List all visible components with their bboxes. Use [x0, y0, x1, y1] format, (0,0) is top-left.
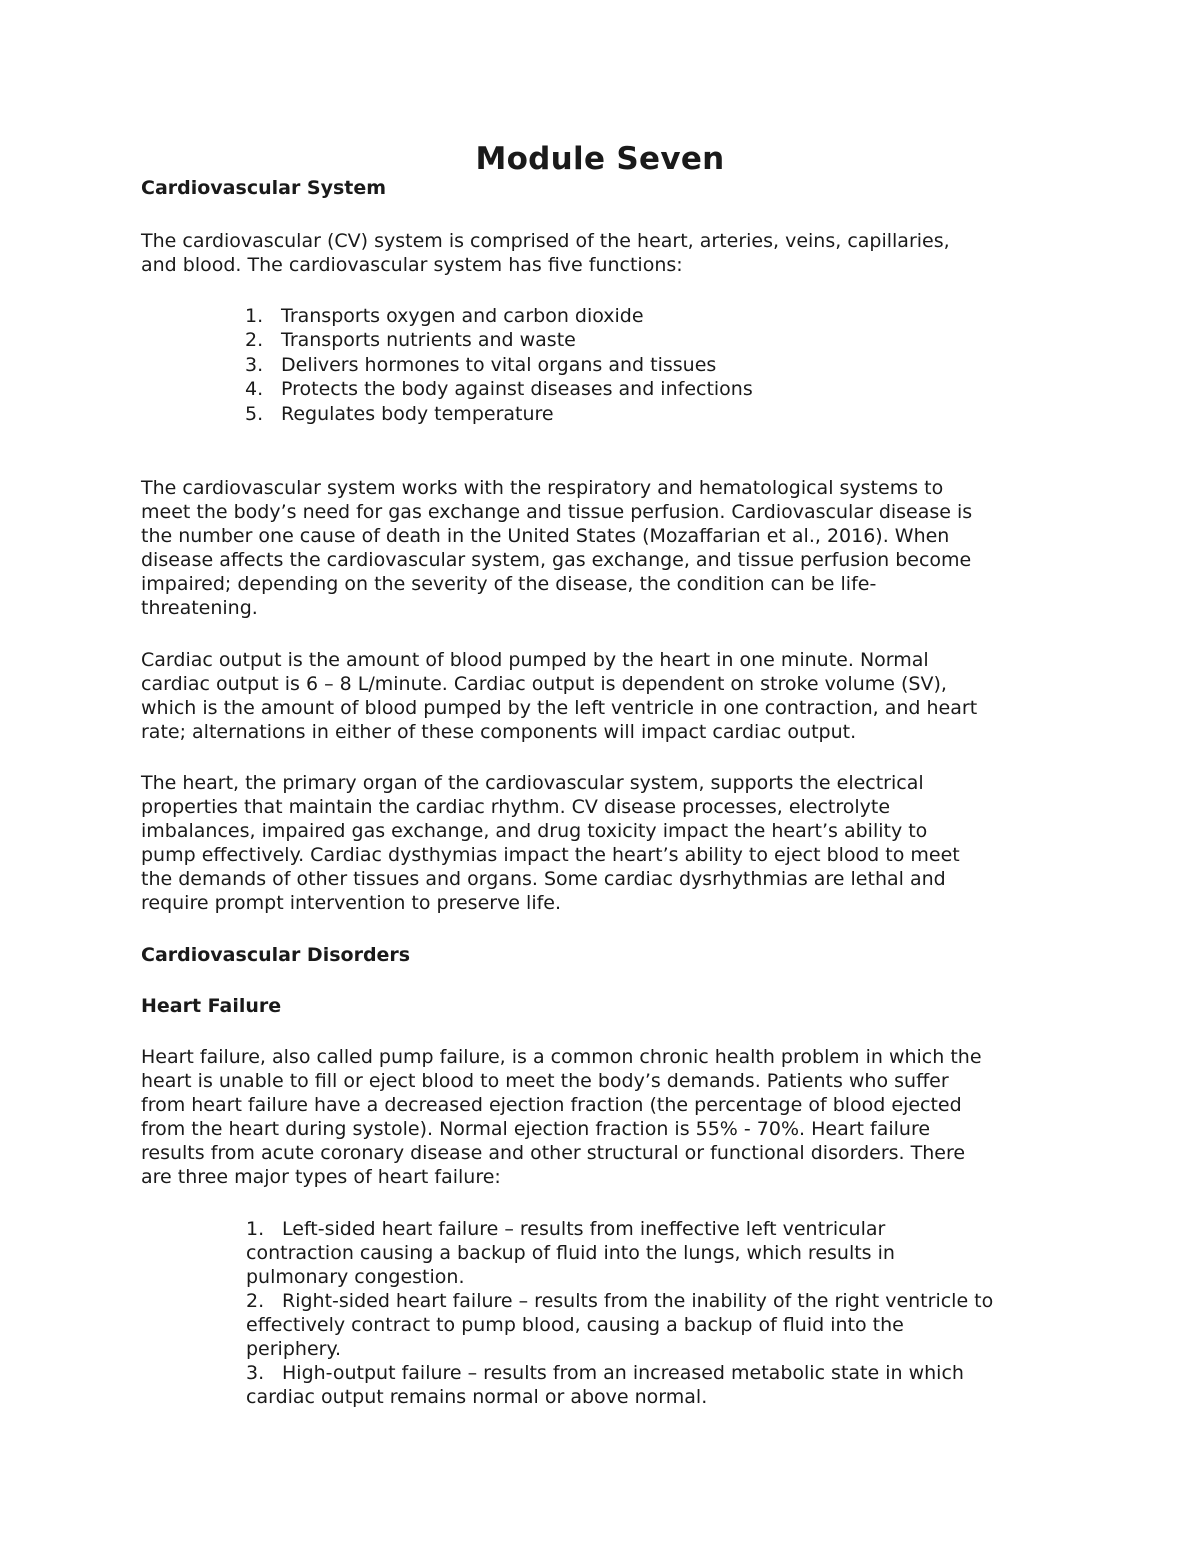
paragraph-line: pump effectively. Cardiac dysthymias impact the heart’s ability to eject blood to meet	[141, 844, 960, 866]
list-item-text: High-output failure – results from an increased metabolic state in which	[282, 1362, 964, 1384]
heart-failure-paragraph	[141, 1045, 1066, 1189]
list-item-text: Protects the body against diseases and infections	[281, 378, 753, 401]
list-item-text: Regulates body temperature	[281, 402, 554, 425]
list-item	[245, 377, 753, 401]
list-item-text: Transports nutrients and waste	[281, 329, 576, 352]
list-item	[245, 304, 753, 328]
intro-line: and blood. The cardiovascular system has five functions:	[141, 254, 683, 276]
paragraph-line: properties that maintain the cardiac rhythm. CV disease processes, electrolyte	[141, 796, 891, 818]
list-item	[246, 1361, 1066, 1409]
list-item	[245, 402, 753, 426]
respiratory-paragraph	[141, 476, 1066, 620]
paragraph-line: from the heart during systole). Normal ejection fraction is 55% - 70%. Heart failure	[141, 1118, 931, 1140]
list-number: 1.	[246, 1218, 265, 1240]
paragraph-line: Cardiac output is the amount of blood pumped by the heart in one minute. Normal	[141, 649, 929, 671]
paragraph-line: results from acute coronary disease and other structural or functional disorders. There	[141, 1142, 966, 1164]
list-item-text: Right-sided heart failure – results from the inability of the right ventricle to	[282, 1290, 994, 1312]
paragraph-line: threatening.	[141, 597, 258, 619]
list-item-text: periphery.	[246, 1338, 342, 1360]
functions-list	[245, 304, 753, 426]
list-item	[245, 353, 753, 377]
paragraph-line: cardiac output is 6 – 8 L/minute. Cardiac output is dependent on stroke volume (SV),	[141, 673, 947, 695]
list-item	[246, 1217, 1066, 1289]
paragraph-line: the demands of other tissues and organs. Some cardiac dysrhythmias are lethal and	[141, 868, 946, 890]
list-number: 2.	[245, 329, 264, 352]
heart-paragraph	[141, 771, 1066, 915]
section-heading-cardiovascular-system: Cardiovascular System	[141, 177, 387, 199]
list-item-text: pulmonary congestion.	[246, 1266, 465, 1288]
list-number: 4.	[245, 378, 264, 401]
list-item-text: cardiac output remains normal or above normal.	[246, 1386, 708, 1408]
list-item-text: Delivers hormones to vital organs and tissues	[281, 353, 717, 376]
heart-failure-types-list	[246, 1217, 1066, 1409]
list-item	[246, 1289, 1066, 1361]
paragraph-line: disease affects the cardiovascular system, gas exchange, and tissue perfusion become	[141, 549, 972, 571]
list-item-text: Transports oxygen and carbon dioxide	[281, 305, 644, 327]
paragraph-line: Heart failure, also called pump failure, is a common chronic health problem in which the	[141, 1046, 982, 1068]
paragraph-line: impaired; depending on the severity of the disease, the condition can be life-	[141, 573, 877, 595]
page-title: Module Seven	[475, 141, 725, 177]
paragraph-line: the number one cause of death in the United States (Mozaffarian et al., 2016). When	[141, 525, 950, 547]
cardiac-output-paragraph	[141, 648, 1066, 744]
intro-line: The cardiovascular (CV) system is comprised of the heart, arteries, veins, capillaries,	[141, 230, 950, 252]
section-heading-disorders: Cardiovascular Disorders	[141, 944, 411, 966]
list-item-text: contraction causing a backup of fluid into the lungs, which results in	[246, 1242, 895, 1264]
list-number: 3.	[246, 1362, 265, 1384]
section-heading-heart-failure: Heart Failure	[141, 995, 282, 1017]
paragraph-line: heart is unable to fill or eject blood to meet the body’s demands. Patients who suffer	[141, 1070, 949, 1092]
paragraph-line: The cardiovascular system works with the respiratory and hematological systems to	[141, 477, 944, 499]
paragraph-line: from heart failure have a decreased ejection fraction (the percentage of blood ejected	[141, 1094, 962, 1116]
list-item	[245, 328, 753, 352]
paragraph-line: are three major types of heart failure:	[141, 1166, 501, 1188]
paragraph-line: which is the amount of blood pumped by the left ventricle in one contraction, and heart	[141, 697, 978, 719]
paragraph-line: imbalances, impaired gas exchange, and drug toxicity impact the heart’s ability to	[141, 820, 928, 842]
paragraph-line: meet the body’s need for gas exchange and tissue perfusion. Cardiovascular disease is	[141, 501, 973, 523]
paragraph-line: require prompt intervention to preserve life.	[141, 892, 562, 914]
list-item-text: effectively contract to pump blood, causing a backup of fluid into the	[246, 1314, 904, 1336]
list-number: 1.	[245, 305, 264, 327]
list-number: 3.	[245, 353, 264, 376]
paragraph-line: The heart, the primary organ of the cardiovascular system, supports the electrical	[141, 772, 924, 794]
paragraph-line: rate; alternations in either of these components will impact cardiac output.	[141, 721, 857, 743]
list-number: 2.	[246, 1290, 265, 1312]
intro-paragraph	[141, 229, 1066, 277]
list-item-text: Left-sided heart failure – results from ineffective left ventricular	[282, 1218, 886, 1240]
list-number: 5.	[245, 402, 264, 425]
